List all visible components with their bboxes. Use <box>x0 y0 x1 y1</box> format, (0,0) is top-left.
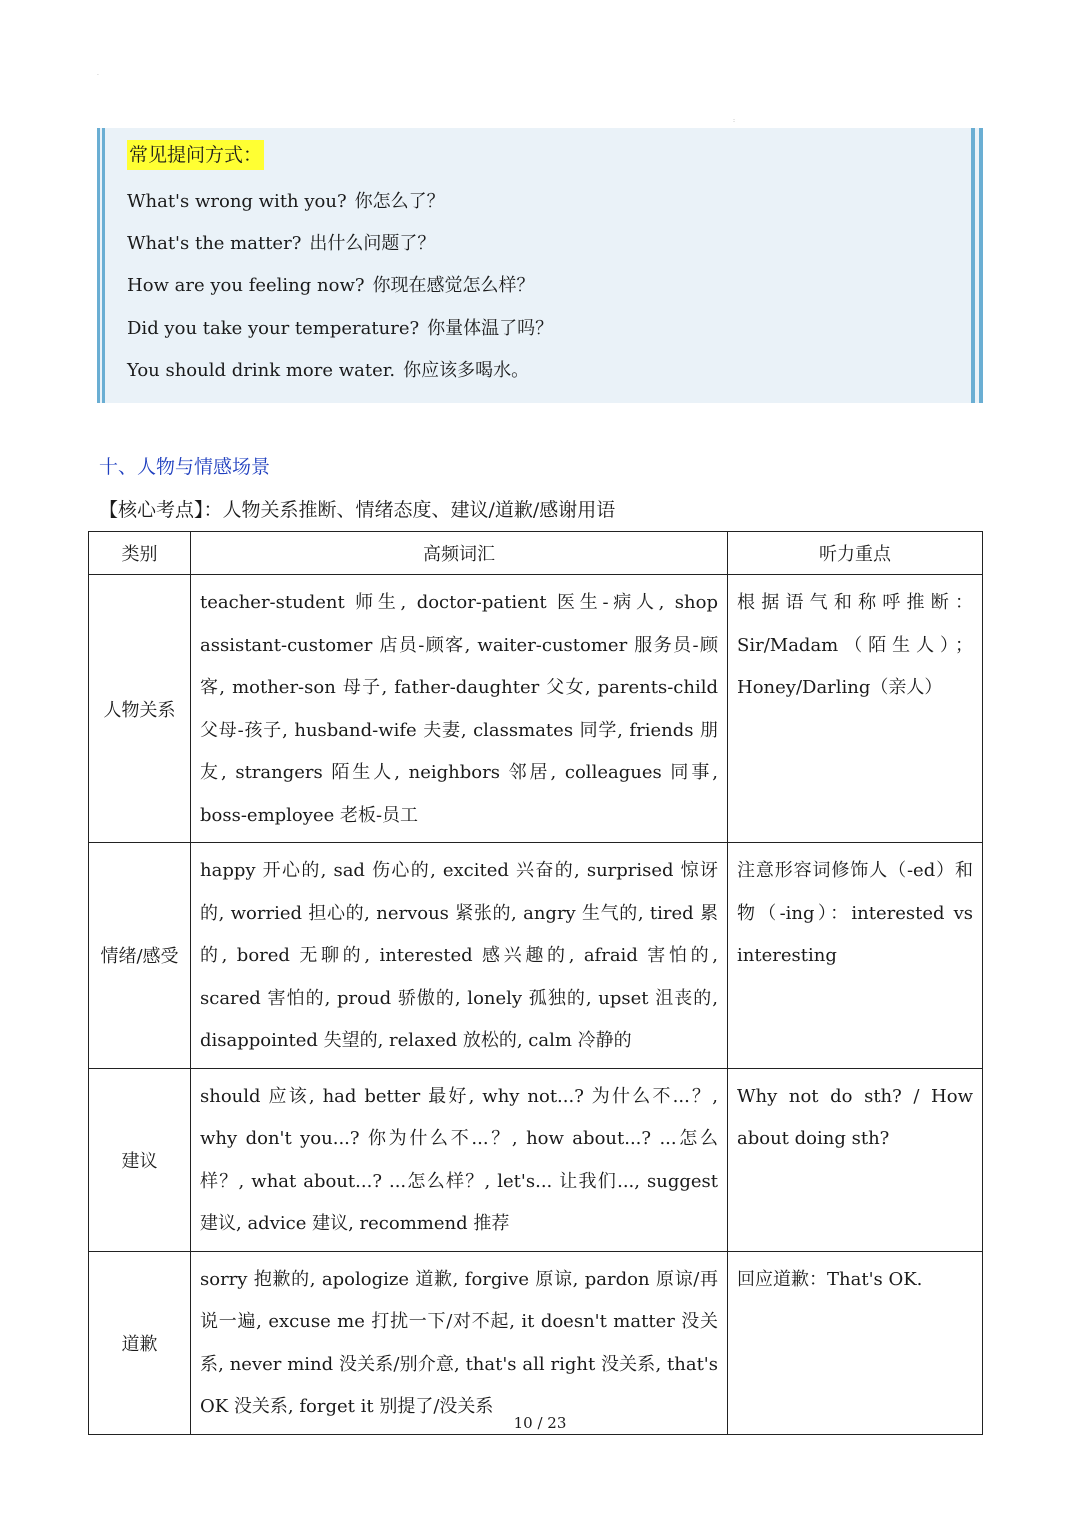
question-line <box>127 316 553 342</box>
question-zh: 出什么问题了？ <box>309 233 436 254</box>
question-box-title: 常见提问方式： <box>127 140 264 170</box>
table-row <box>89 575 983 843</box>
table-row <box>89 1251 983 1434</box>
box-right-border <box>971 128 983 403</box>
question-line <box>127 273 535 299</box>
row-category: 道歉 <box>89 1251 191 1434</box>
box-left-border <box>97 128 105 403</box>
question-en: You should drink more water. <box>127 360 396 381</box>
corner-mark: : <box>733 117 736 124</box>
row-focus: Why not do sth? / How about doing sth? <box>728 1068 983 1251</box>
section-title: 十、人物与情感场景 <box>99 456 271 478</box>
question-en: What's the matter? <box>127 233 302 254</box>
question-zh: 你量体温了吗？ <box>427 318 554 339</box>
row-category: 情绪/感受 <box>89 843 191 1069</box>
row-focus: 根据语气和称呼推断：Sir/Madam（陌生人）；Honey/Darling（亲人） <box>728 575 983 843</box>
row-vocabulary: happy 开心的, sad 伤心的, excited 兴奋的, surprised 惊讶的, worried 担心的, nervous 紧张的, angry 生气的, tired 累的, bored 无聊的, interested 感兴趣的, afraid 害怕的, scared 害怕的, proud 骄傲的, lonely 孤独的, upset 沮丧的, disappointed 失望的, relaxed 放松的, calm 冷静的 <box>191 843 728 1069</box>
row-vocabulary: should 应该, had better 最好, why not...? 为什么不...？, why don't you...? 你为什么不...？, how about...? ...怎么样？, what about...? ...怎么样？, let's... 让我们..., suggest 建议, advice 建议, recommend 推荐 <box>191 1068 728 1251</box>
question-zh: 你应该多喝水。 <box>403 360 530 381</box>
question-line <box>127 231 435 257</box>
row-vocabulary: sorry 抱歉的, apologize 道歉, forgive 原谅, pardon 原谅/再说一遍, excuse me 打扰一下/对不起, it doesn't matter 没关系, never mind 没关系/别介意, that's all right 没关系, that's OK 没关系, forget it 别提了/没关系 <box>191 1251 728 1434</box>
question-zh: 你现在感觉怎么样？ <box>372 275 535 296</box>
question-box <box>97 128 983 403</box>
row-vocabulary: teacher-student 师生, doctor-patient 医生-病人, shop assistant-customer 店员-顾客, waiter-customer 服务员-顾客, mother-son 母子, father-daughter 父女, parents-child 父母-孩子, husband-wife 夫妻, classmates 同学, friends 朋友, strangers 陌生人, neighbors 邻居, colleagues 同事, boss-employee 老板-员工 <box>191 575 728 843</box>
question-en: How are you feeling now? <box>127 275 365 296</box>
row-focus: 回应道歉：That's OK. <box>728 1251 983 1434</box>
corner-mark: · <box>97 72 99 79</box>
question-zh: 你怎么了？ <box>354 191 445 212</box>
question-en: Did you take your temperature? <box>127 318 420 339</box>
row-focus: 注意形容词修饰人（-ed）和物（-ing）：interested vs interesting <box>728 843 983 1069</box>
vocabulary-table <box>88 531 983 1435</box>
table-header-row <box>89 532 983 575</box>
row-category: 人物关系 <box>89 575 191 843</box>
header-category: 类别 <box>89 532 191 575</box>
header-listening-focus: 听力重点 <box>728 532 983 575</box>
row-category: 建议 <box>89 1068 191 1251</box>
header-vocabulary: 高频词汇 <box>191 532 728 575</box>
table-row <box>89 1068 983 1251</box>
question-en: What's wrong with you? <box>127 191 347 212</box>
question-line <box>127 358 529 384</box>
question-line <box>127 189 445 215</box>
core-points: 【核心考点】：人物关系推断、情绪态度、建议/道歉/感谢用语 <box>99 499 616 521</box>
page-number: 10 / 23 <box>513 1414 567 1432</box>
table-row <box>89 843 983 1069</box>
